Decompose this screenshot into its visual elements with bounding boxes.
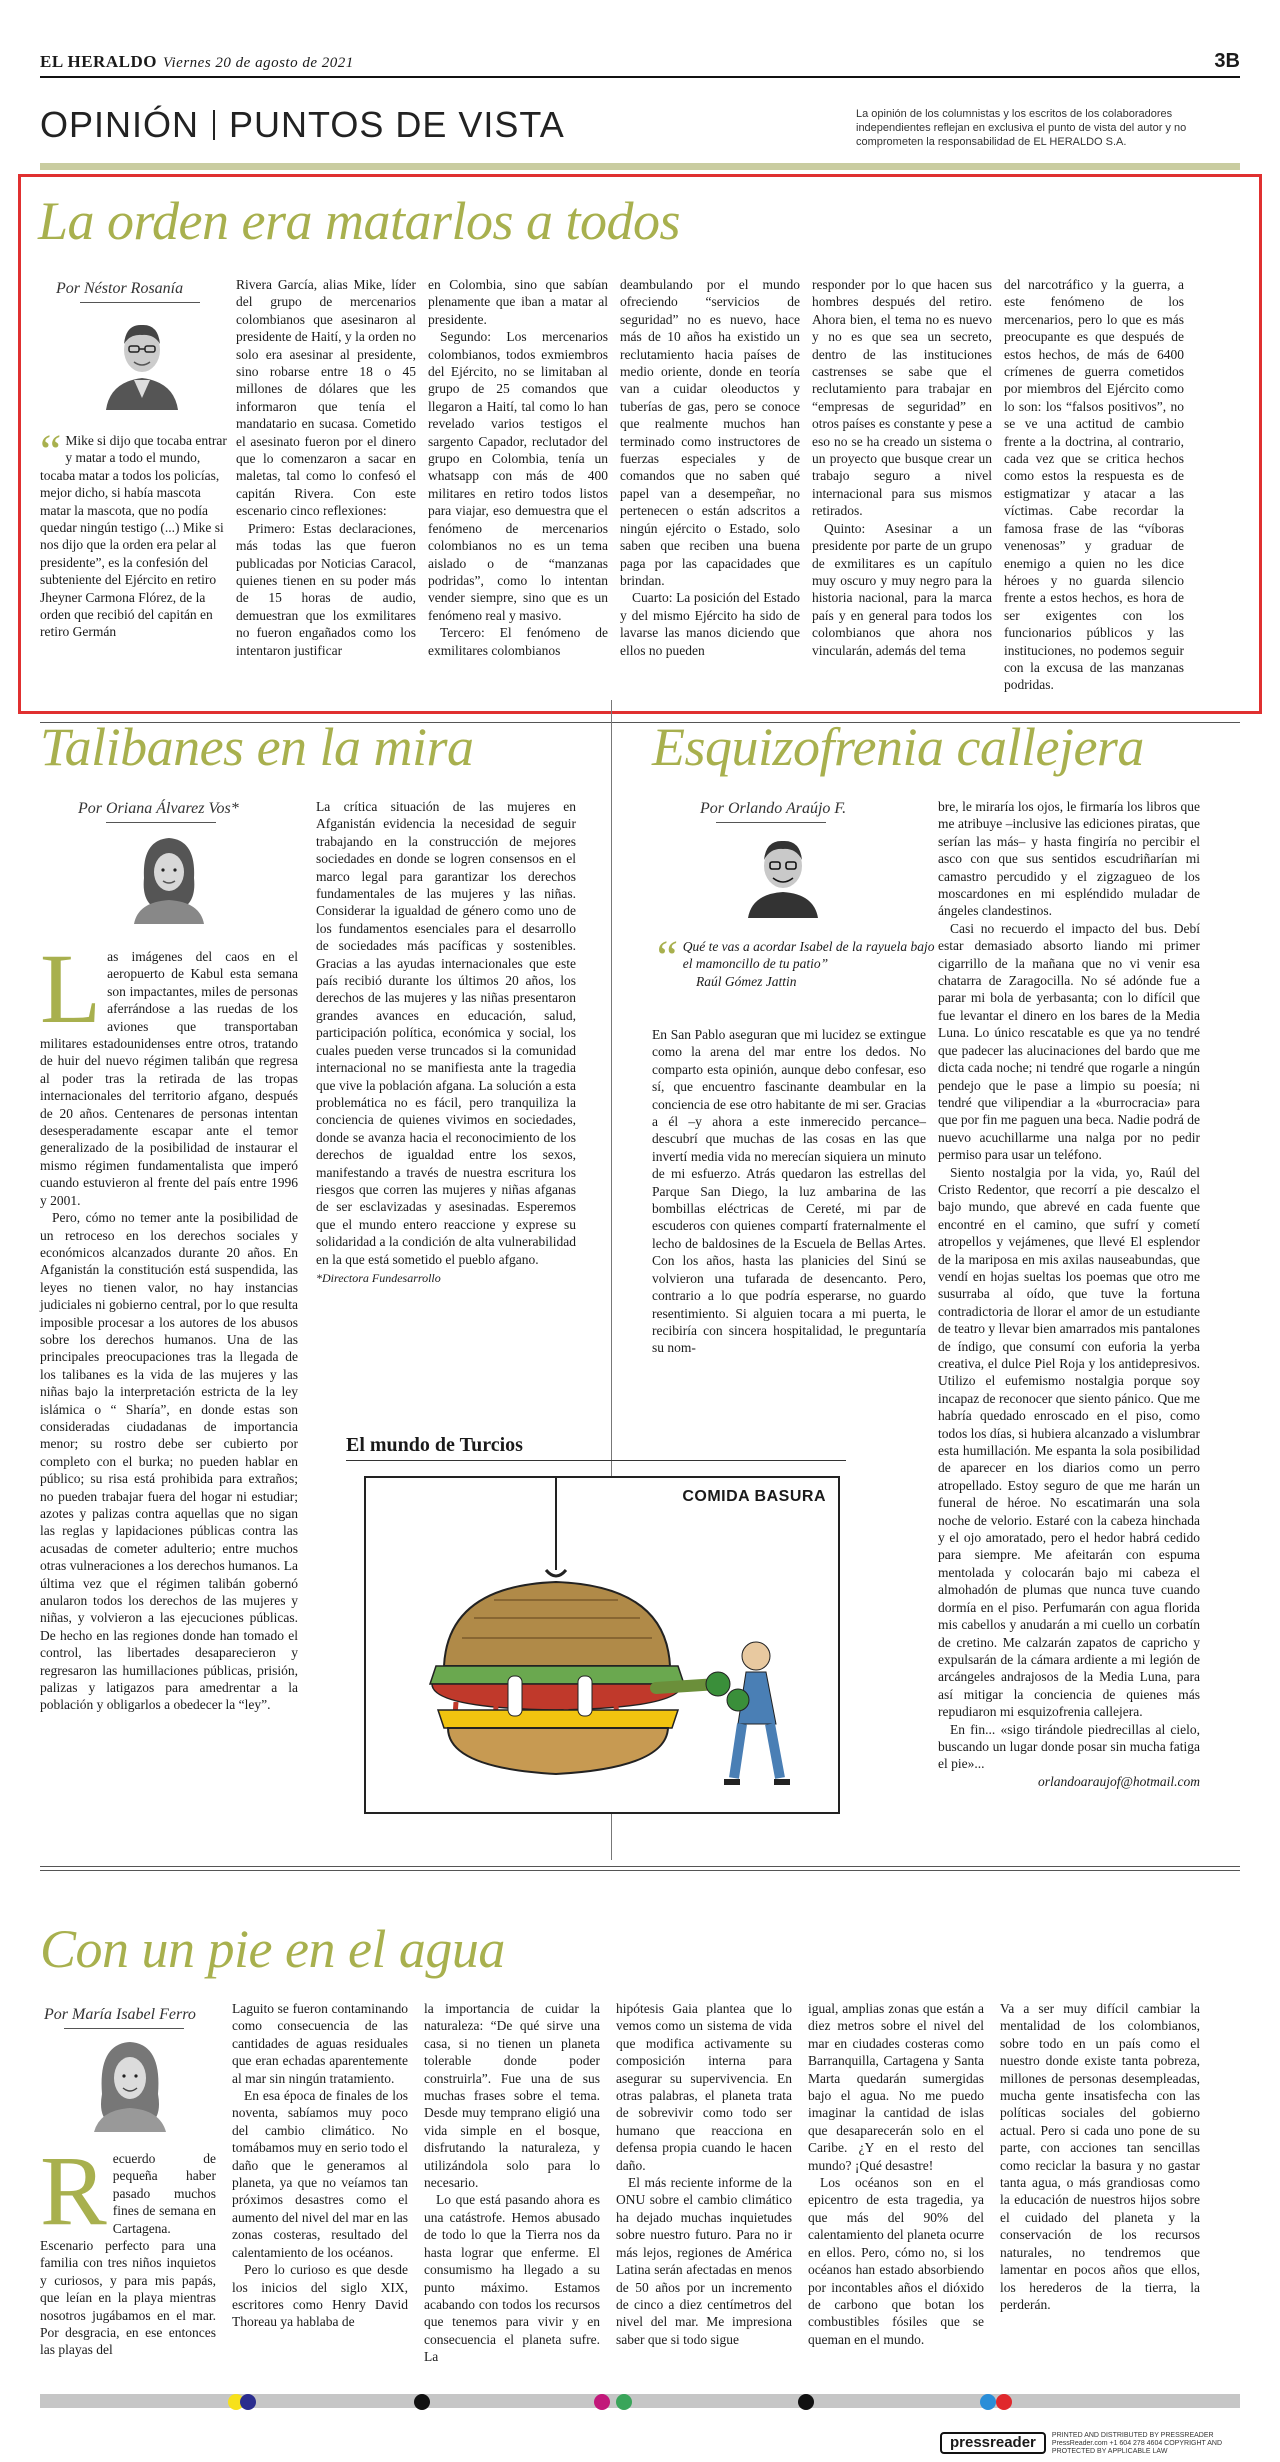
author-portrait-icon — [740, 828, 826, 918]
paragraph: Siento nostalgia por la vida, yo, Raúl del Cristo Redentor, que recorrí a pie descalzo el bajo mundo, que abrevé en cada fuente que encontré en el camino, que sufrí y cometí atropellos y vejámenes, que llevé El esplendor de la mariposa en mis axilas nauseabundas, que vendí en hojas sueltas los poemas que otro me susurraba al oído, que tuve la fortuna contradictoria de llorar el amor de un estudiante de teatro y llevar bien amarrados mis pantalones de índigo, que consumí con euforia la yerba creativa, el dulce Piel Roja y los antidepresivos. Utilizo el eufemismo nostalgia porque soy incapaz de reconocer que siento pánico. Que me habría quedado enroscado en el piso, como todos los días, si hubiera alcanzado a vislumbrar esta humillación. Me espanta la sola posibilidad de aparecer en los diarios como un perro atropellado. Estoy seguro de que me harán un funeral de héroe. No escatimarán una sola noche de velorio. Estaré con la cabeza hinchada y el ojo amoratado, pero el hedor habrá cedido para siempre. Me afeitarán con espuma mentolada y colocarán bajo mi cabeza el almohadón de plumas que nunca tuve cuando dormía en el piso. Perfumarán con agua florida mis cabellos y anudarán a mi cuello un corbatín de cretino. Me calzarán zapatos de capricho y expulsarán de la cámara ardiente a mi legión de arcángeles andrajosos de la Media Luna, para así mitigar la conciencia de quienes más repudiaron mi esquizofrenia callejera. — [938, 1164, 1200, 1720]
paragraph: La crítica situación de las mujeres en Afganistán evidencia la necesidad de seguir trabajando en la construcción de mejores sociedades en donde se logren consensos en el marco legal para garantizar los derechos fundamentales de las mujeres y las niñas. Considerar la igualdad de género como uno de los fundamentos esenciales para el desarrollo de sociedades más pacíficas y sostenibles. Gracias a las ayudas internacionales que este país recibió durante los últimos 20 años, los derechos de las mujeres y las niñas presentaron grandes avances en educación, salud, participación política, económica y social, los cuales pueden verse truncados si la comunidad internacional no se manifiesta ante la tragedia que vive la población afgana. La solución a esta problemática no es fácil, pero tranquiliza la conciencia de quienes vivimos en sociedades, donde se avanza hacia el reconocimiento de los derechos de igualdad entre los sexos, manifestando a través de nuestra escritura los riesgos que corren las mujeres y niñas afganas de ser esclavizadas y asesinadas. Esperemos que el mundo entero reaccione y exprese su solidaridad a la condición de alta vulnerabilidad en la que está sometido el pueblo afgano. — [316, 799, 576, 1267]
article-title[interactable]: Con un pie en el agua — [40, 1919, 505, 1979]
paragraph: En fin... «sigo tirándole piedrecillas al cielo, buscando un lugar donde posar sin mucha fatiga el pie»... — [938, 1721, 1200, 1772]
article-column — [428, 276, 608, 706]
article-column — [236, 276, 416, 706]
epigraph-author: Raúl Gómez Jattin — [696, 973, 797, 989]
registration-dot — [414, 2394, 430, 2410]
publication-header — [40, 52, 354, 72]
paragraph: hipótesis Gaia plantea que lo vemos como un sistema de vida que modifica activamente su composición interna para asegurar su supervivencia. En otras palabras, el planeta trata de sobrevivir como todo ser humano que reacciona en defensa propia cuando le hacen daño. — [616, 2001, 792, 2173]
print-registration-strip — [40, 2394, 1240, 2408]
section-right: PUNTOS DE VISTA — [229, 104, 565, 145]
article-column — [40, 2135, 216, 2386]
paragraph: Tercero: El fenómeno de exmilitares colombianos — [428, 625, 608, 658]
paragraph: Cuarto: La posición del Estado y del mismo Ejército ha sido de lavarse las manos diciendo que ellos no pueden — [620, 590, 800, 658]
disclaimer: La opinión de los columnistas y los escritos de los colaboradores independientes reflejan en exclusiva el punto de vista del autor y no comprometen la responsabilidad de EL HERALDO S.A. — [856, 108, 1187, 148]
quote-mark-icon: “ — [40, 425, 62, 478]
article-column — [938, 798, 1200, 1842]
article-column — [1000, 2000, 1200, 2384]
paragraph: Rivera García, alias Mike, líder del grupo de mercenarios colombianos que asesinaron al presidente de Haití, y la orden no solo era asesinar al presidente, sino robarse entre 18 o 45 millones de dólares que les informaron que tenía el mandatario en sucasa. Cometido el asesinato fueron por el dinero que lo comenzaron a sacar en maletas, tal como lo confesó el capitán Rivera. Con este escenario cinco reflexiones: — [236, 277, 416, 519]
cartoon-label: COMIDA BASURA — [682, 1488, 826, 1505]
article-column — [616, 2000, 792, 2384]
paragraph: Lo que está pasando ahora es una catástrofe. Hemos abusado de todo lo que la Tierra nos da hasta lograr que enferme. El consumismo ha llegado a su punto máximo. Estamos acabando con todos los recursos que tenemos para vivir y en consecuencia el planeta sufre. La — [424, 2192, 600, 2365]
paragraph: Quinto: Asesinar a un presidente por parte de un grupo de exmilitares es un capítulo muy oscuro y muy negro para la historia nacional, para la marca país y en general para todos los colombianos que ahora nos vincularán, además del tema — [812, 520, 992, 658]
paragraph: Primero: Estas declaraciones, más todas las que fueron publicadas por Noticias Caracol, quienes tienen en su poder más de 15 horas de audio, demuestran que los exmilitares no fueron engañados como los intentaron justificar — [236, 520, 416, 658]
byline-rule — [64, 2028, 184, 2029]
epigraph-text: Qué te vas a acordar Isabel de la rayuela bajo el mamoncillo de tu patio” — [682, 939, 935, 972]
registration-dot — [798, 2394, 814, 2410]
article-byline: Por María Isabel Ferro — [44, 2006, 196, 2023]
registration-dot — [996, 2394, 1012, 2410]
pull-quote — [40, 425, 232, 704]
drop-cap: L — [40, 933, 102, 1044]
registration-dot — [240, 2394, 256, 2410]
paragraph: En esa época de finales de los noventa, sabíamos muy poco del cambio climático. No tomábamos muy en serio todo el daño que le generamos al planeta, ya que no veíamos tan próximos desastres como el aumento del nivel del mar en las zonas costeras, resultado del calentamiento de los océanos. — [232, 2088, 408, 2260]
quote-mark-icon: “ — [652, 931, 679, 984]
page-number: 3B — [1214, 50, 1240, 72]
article-title[interactable]: La orden era matarlos a todos — [38, 191, 681, 251]
author-portrait-icon — [96, 310, 188, 410]
paragraph: igual, amplias zonas que están a diez metros sobre el nivel del mar en ciudades costeras como Barranquilla, Cartagena y Santa Marta quedarán sumergidas bajo el agua. No me puedo imaginar la cantidad de islas que desaparecerán solo en el Caribe. ¿Y en el resto del mundo? ¡Qué desastre! — [808, 2001, 984, 2173]
article-column — [1004, 276, 1184, 706]
registration-dot — [594, 2394, 610, 2410]
byline-rule — [80, 302, 200, 303]
paragraph: del narcotráfico y la guerra, a este fenómeno de los mercenarios, pero lo que es más preocupante es que después de estos hechos, de más de 6400 crímenes de guerra cometidos por miembros del Ejército como lo son: los “falsos positivos”, no se ve una actitud de cambio frente a la doctrina, al contrario, cada vez que se critica hechos como estos la respuesta es de estigmatizar y atacar a las víctimas. Cabe recordar la famosa frase de las “víboras venenosas” y graduar de enemigo a quien no les dice héroes y no guarda silencio frente a estos hechos, es hora de ser exigentes con los funcionarios públicos y las instituciones, no podemos seguir con la excusa de las manzanas podridas. — [1004, 277, 1184, 693]
cartoon-section-title: El mundo de Turcios — [346, 1434, 523, 1456]
publication-date: Viernes 20 de agosto de 2021 — [162, 55, 354, 71]
paragraph: En San Pablo aseguran que mi lucidez se extingue como la arena del mar entre los dedos. No comparto esta opinión, aunque debo confesar, eso sí, que encuentro fascinante deambular en la conciencia de ese otro habitante de mi ser. Gracias a él –y ahora a este inmerecido percance– descubrí que muchas de las cosas en las que invertí media vida no merecían siquiera un minuto de mi esfuerzo. Atrás quedaron las estrellas del Parque San Diego, la luz ambarina de las bombillas eléctricas de Cereté, mi par de escuderos con quienes compartí fraternalmente el lecho de baldosines de la Escuela de Bellas Artes. Con los años, hasta las planicies del Sinú se volvieron una tufarada de desencanto. Pero, contrario a lo que podría esperarse, no guardo resentimiento. Si alguien tocara a mi puerta, le recibiría con sincera hospitalidad, le preguntaría su nom- — [652, 1027, 926, 1356]
paragraph: Pero lo curioso es que desde los inicios del siglo XIX, escritores como Henry David Thoreau ya hablaba de — [232, 2262, 408, 2330]
byline-rule — [106, 822, 216, 823]
byline-rule — [716, 822, 826, 823]
article-column — [812, 276, 992, 706]
drop-cap: R — [40, 2135, 107, 2246]
section-accent-bar — [40, 163, 1240, 170]
pressreader-footer — [940, 2432, 1240, 2456]
publication-name: EL HERALDO — [40, 52, 157, 71]
article-column — [652, 1026, 926, 1356]
paragraph: bre, le miraría los ojos, le firmaría los libros que me atribuye –inclusive las ediciones piratas, que serían las más– y hasta fingiría no percibir el asco con que sus sentidos escudriñarían mi camastro percudido y el zigzagueo de los moscardones en mi espléndido muladar de ángeles clandestinos. — [938, 799, 1200, 919]
article-column — [40, 933, 298, 1848]
paragraph: ecuerdo de pequeña haber pasado muchos fines de semana en Cartagena. Escenario perfecto para una familia con tres niños inquietos y curiosos, y para mis papás, que leían en la playa mientras nosotros jugábamos en el mar. Por desgracia, en ese entonces las playas del — [40, 2151, 216, 2358]
author-footnote: *Directora Fundesarrollo — [316, 1270, 441, 1285]
section-separator — [213, 110, 215, 140]
paragraph: as imágenes del caos en el aeropuerto de Kabul esta semana son impactantes, miles de personas aferrándose a las ruedas de los aviones que transportaban militares estadounidenses entre otros, tratando de huir del nuevo régimen talibán que regresa al poder tras la retirada de las tropas internacionales del territorio afgano, después de 20 años. Centenares de personas intentan desesperadamente escapar ante el temor generalizado de la posibilidad de instaurar el mismo régimen fundamentalista que imperó cuando estuvieron al frente del país entre 1996 y 2001. — [40, 949, 298, 1208]
section-left: OPINIÓN — [40, 104, 200, 145]
section-divider — [40, 1866, 1240, 1867]
paragraph: Laguito se fueron contaminando como consecuencia de las cantidades de aguas residuales que eran echadas aparentemente al mar sin ningún tratamiento. — [232, 2001, 408, 2086]
article-byline: Por Néstor Rosanía — [56, 280, 184, 297]
paragraph: deambulando por el mundo ofreciendo “servicios de seguridad” no es nuevo, hace más de 10 años ha existido un reclutamiento hacia países de medio oriente, donde en teoría van a cuidar oleoductos y tuberías de gas, pero se conoce que realmente muchos han terminado como instructores de fuerzas especiales y de comandos que no saben qué papel van a desempeñar, no pertenecen o están adscritos a ningún ejército o Estado, solo saben que reciben una buena paga por las capacidades que brindan. — [620, 277, 800, 588]
cartoon-rule — [346, 1460, 846, 1461]
section-title — [40, 104, 565, 146]
article-title[interactable]: Talibanes en la mira — [40, 717, 474, 777]
registration-dot — [980, 2394, 996, 2410]
pressreader-logo[interactable]: pressreader — [940, 2432, 1046, 2454]
paragraph: Segundo: Los mercenarios colombianos, todos exmiembros del Ejército, no se limitaban al grupo de 25 comandos que llegaron a Haití, tal como lo han revelado varios testigos el sargento Capador, reclutador del grupo en Colombia, tenía un whatsapp con más de 400 militares en retiro todos listos para viajar, eso demuestra que el fenómeno de mercenarios colombianos no es un tema aislado o de “manzanas podridas”, como lo intentan vender siempre, sino que es un fenómeno real y masivo. — [428, 329, 608, 623]
burger-boxing-cartoon-icon — [366, 1478, 838, 1812]
article-column — [316, 798, 576, 1378]
article-column — [808, 2000, 984, 2384]
article-title[interactable]: Esquizofrenia callejera — [652, 717, 1144, 777]
epigraph — [652, 931, 942, 1018]
article-byline: Por Orlando Araújo F. — [700, 800, 847, 817]
header-divider — [40, 76, 1240, 78]
section-divider — [40, 1870, 1240, 1871]
paragraph: en Colombia, sino que sabían plenamente que iban a matar al presidente. — [428, 277, 608, 327]
pull-quote-text: Mike si dijo que tocaba entrar y matar a todo el mundo, tocaba matar a todos los policías, mejor dicho, si había mascota matar la mascota, que no podía quedar ningún testigo (...) Mike si nos dijo que la orden era pelar al presidente”, es la confesión del subteniente del Ejército en retiro Jheyner Carmona Flórez, de la orden que recibió del capitán en retiro Germán — [40, 433, 227, 640]
paragraph: Casi no recuerdo el impacto del bus. Debí estar demasiado absorto liando mi primer cigarrillo de la mañana que no vi venir esa chatarra de Zaragocilla. No sé adónde fue a parar mi bola de yerbasanta; con lo difícil que fue levantar el dinero en los bares de la Media Luna. Lo único rescatable es que ya no tendré que padecer las alucinaciones del bardo que me dicta cada noche; ni tendré que rogarle a ningún pendejo que le pase a limpio su poesía; ni tendré que vilipendiar a la «burrocracia» para que por fin me paguen una beca. Nadie podrá de nuevo acuchillarme una nalga por no pedir permiso para usar un teléfono. — [938, 920, 1200, 1163]
registration-dot — [616, 2394, 632, 2410]
paragraph: El más reciente informe de la ONU sobre el cambio climático ha dejado muchas inquietudes sobre nuestro futuro. Para no ir más lejos, regiones de América Latina serán afectadas en menos de 50 años por un incremento de cinco a diez centímetros del nivel del mar. Me impresiona saber que si todo sigue — [616, 2175, 792, 2347]
paragraph: Va a ser muy difícil cambiar la mentalidad de los colombianos, sobre todo en un país como el nuestro donde existe tanta pobreza, millones de personas desempleadas, mucha gente insatisfecha con las políticas sociales del gobierno actual. Pero si cada uno pone de su parte, con acciones tan sencillas como reciclar la basura y no gastar tanta agua, o más grandiosas como la educación de nuestros hijos sobre el cuidado del planeta y la conservación de los recursos naturales, no tendremos que lamentar en pocos años que ellos, los herederos de la tierra, la perderán. — [1000, 2001, 1200, 2312]
article-byline: Por Oriana Álvarez Vos* — [78, 800, 239, 817]
paragraph: Los océanos son en el epicentro de esta tragedia, ya que más del 90% del calentamiento del planeta ocurre en ellos. Pero, cómo no, si los océanos han estado absorbiendo por incontables años el dióxido de carbono que botan los combustibles fósiles que se queman en el mundo. — [808, 2175, 984, 2347]
author-portrait-icon — [86, 2034, 174, 2132]
author-portrait-icon — [124, 828, 214, 924]
author-email[interactable]: orlandoaraujof@hotmail.com — [1037, 1773, 1200, 1789]
paragraph: la importancia de cuidar la naturaleza: “De qué sirve una casa, si no tienen un planeta tolerable donde poder construirla”. Fue una de sus muchas frases sobre el tema. Desde muy temprano eligió una vida simple en el bosque, disfrutando la naturaleza, y utilizándola solo para lo necesario. — [424, 2001, 600, 2191]
editorial-cartoon[interactable] — [364, 1476, 840, 1814]
paragraph: responder por lo que hacen sus hombres después del retiro. Ahora bien, el tema no es nuevo y no es que sea un secreto, dentro de las instituciones castrenses se sabe que el reclutamiento para trabajar en “empresas de seguridad” en otros países es constante y pese a eso no se ha creado un sistema o un proyecto que busque crear un trabajo seguro a nivel internacional para sus mismos retirados. — [812, 277, 992, 519]
article-column — [424, 2000, 600, 2384]
paragraph: Pero, cómo no temer ante la posibilidad de un retroceso en los derechos sociales y económicos alcanzados durante 20 años. En Afganistán la constitución está suspendida, las leyes no tienen valor, no hay instancias judiciales ni gobierno central, por lo que resulta imposible procesar a los autores de los abusos sobre los derechos humanos. Una de las principales preocupaciones tras la llegada de los talibanes es la vida de las mujeres y las niñas bajo la interpretación estricta de la ley islámica o “ Sharía”, en donde estas son consideradas ciudadanas de importancia menor; su rostro debe ser cubierto por completo con el burka; no pueden hablar en público; su risa está prohibida para extraños; no pueden trabajar fuera del hogar ni estudiar; azotes y palizas contra aquellas que no sigan las reglas y lapidaciones públicas contra las acusadas de cometer adulterio; entre muchos otras vulneraciones a los derechos humanos. La última vez que el régimen talibán gobernó anularon todos los derechos de las mujeres y niñas, y volvieron a las ejecuciones públicas. De hecho en las regiones donde han tomado el control, las libertades desaparecieron y regresaron las humillaciones públicas, prisión, palizas y latigazos para amedrentar a la población y obligarlos a obedecer la “ley”. — [40, 1210, 298, 1713]
pressreader-notice: PRINTED AND DISTRIBUTED BY PRESSREADER PressReader.com +1 604 278 4604 COPYRIGHT AND PROTECTED BY APPLICABLE LAW — [1051, 2432, 1223, 2455]
article-column — [620, 276, 800, 706]
article-column — [232, 2000, 408, 2384]
